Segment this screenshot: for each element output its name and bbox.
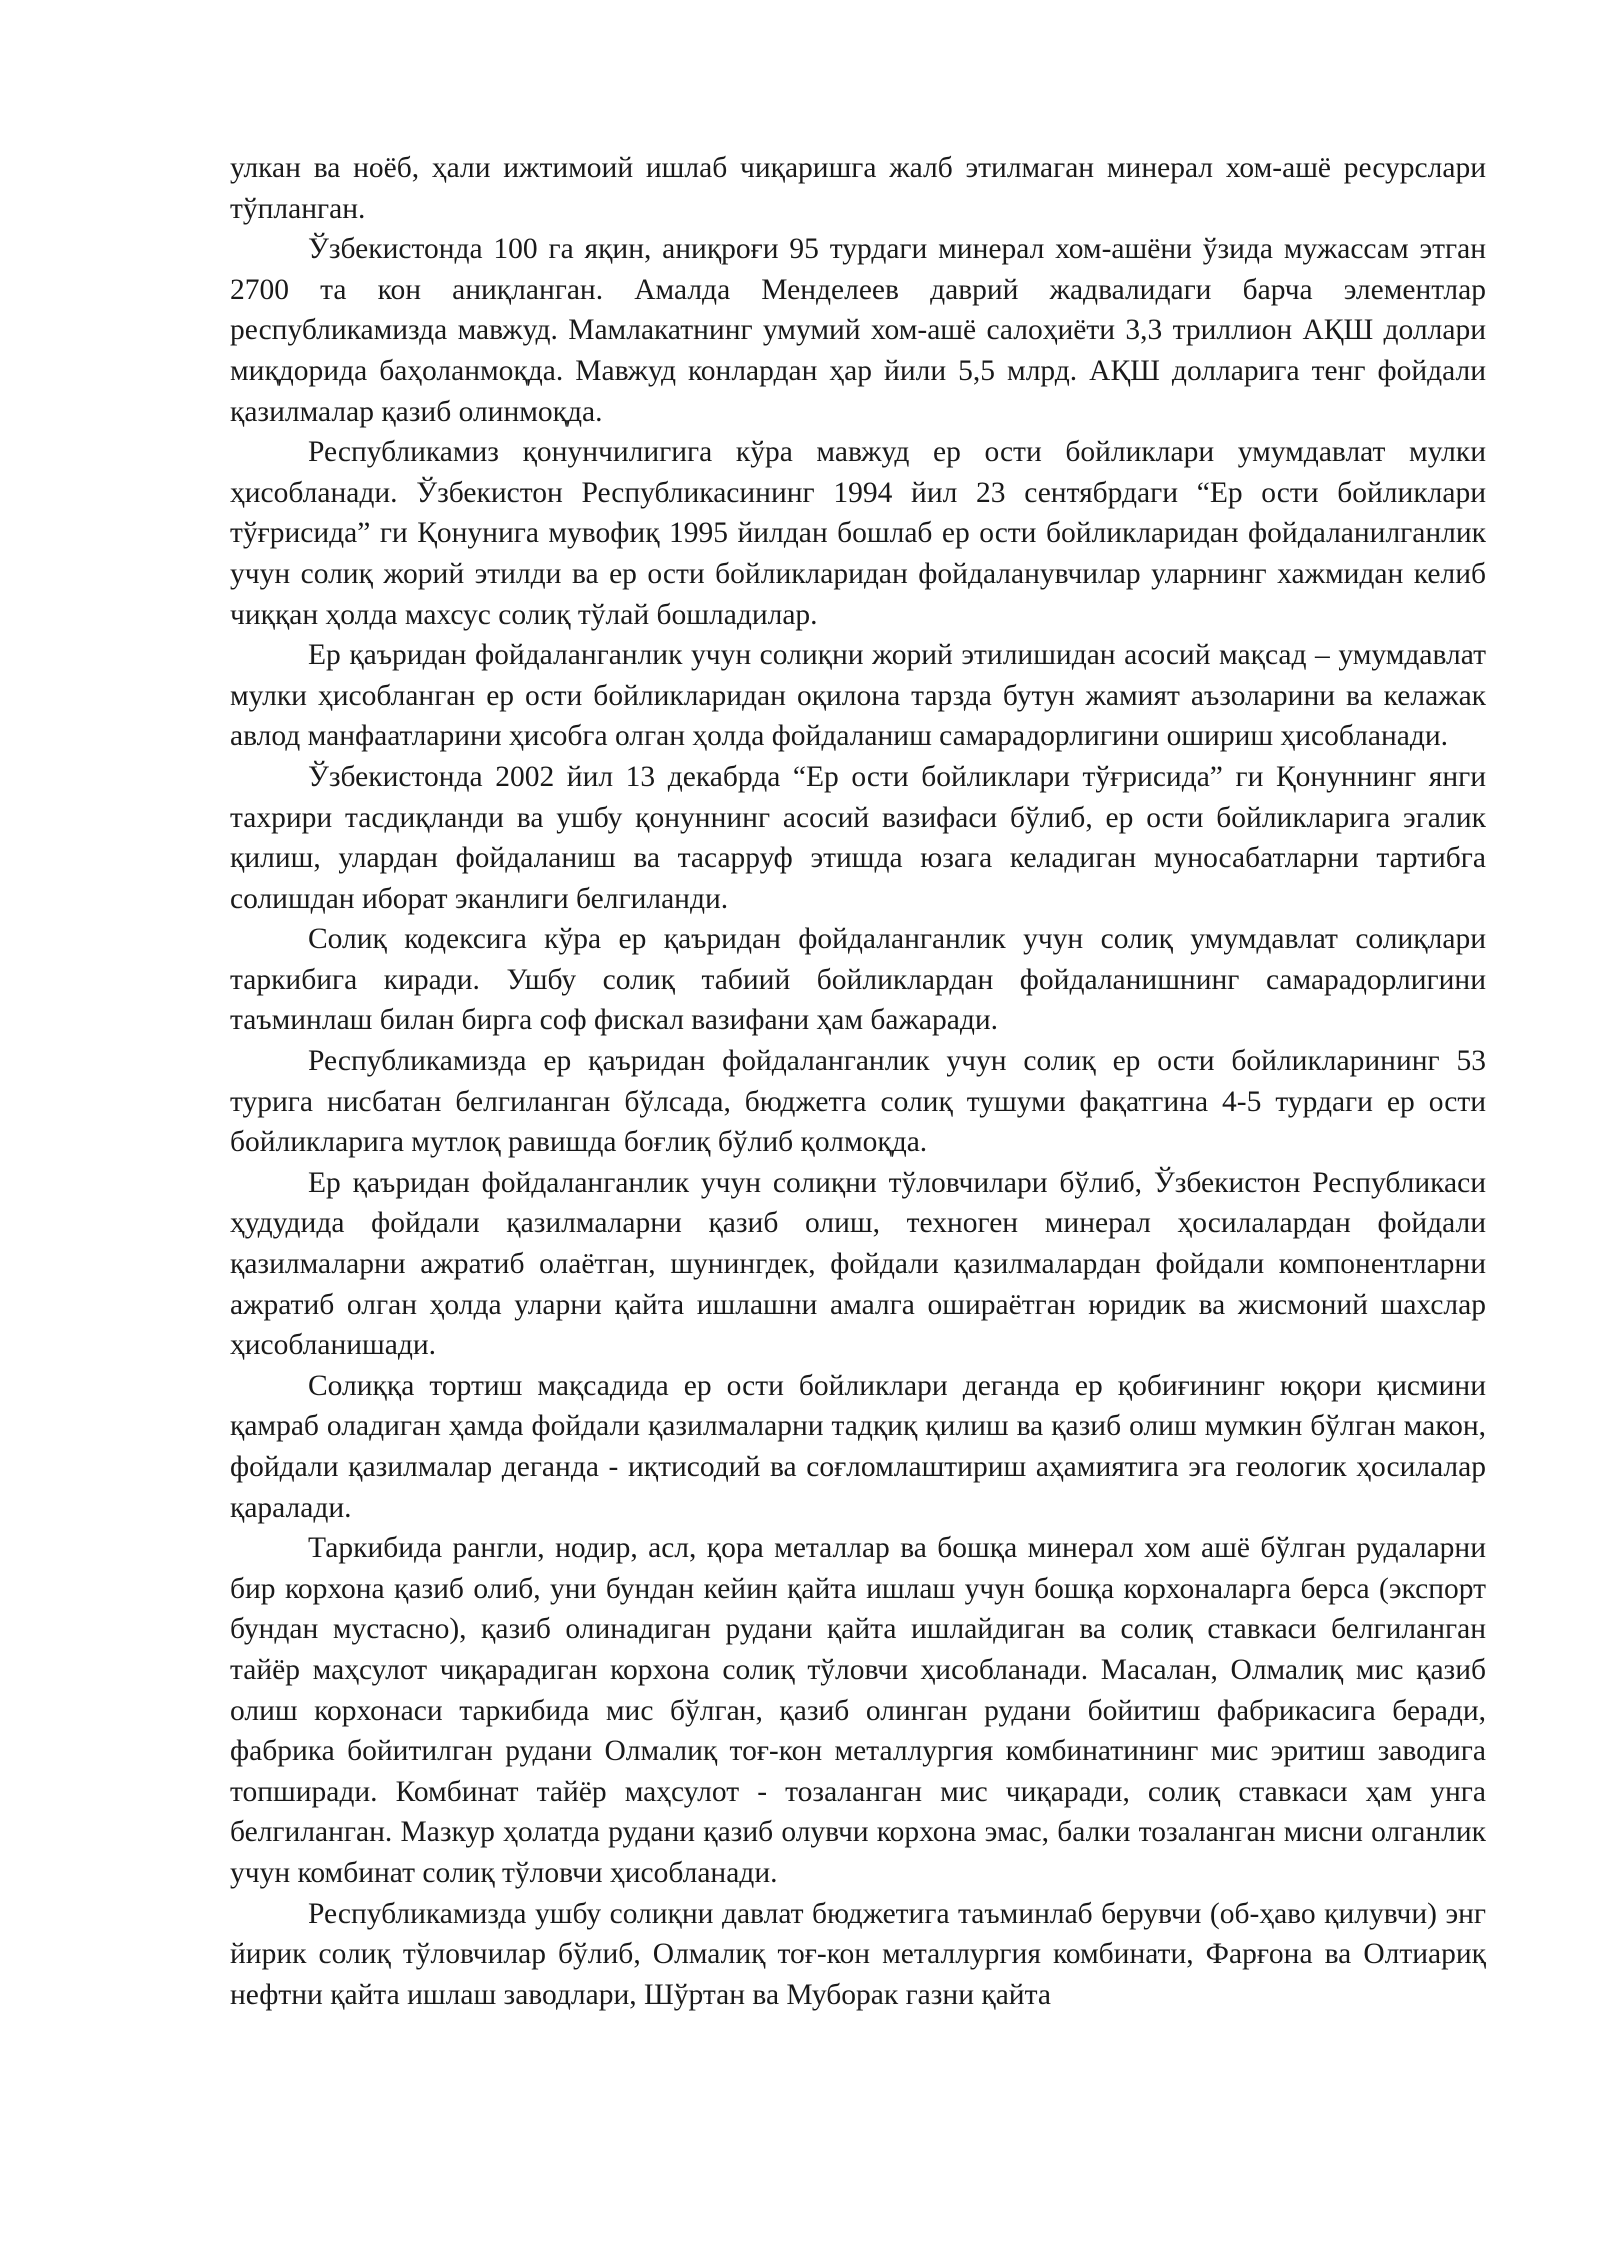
paragraph-state-property: Республикамиз қонунчилигига кўра мавжуд ер ости бойликлари умумдавлат мулки ҳисобланади. Ўзбекистон Республикасининг 1994 йил 23 сентябрдаги “Ер ости бойликлари тўғрисида” ги Қонунига мувофиқ 1995 йилдан бошлаб ер ости бойликларидан фойдаланилганлик учун солиқ жорий этилди ва ер ости бойликларидан фойдаланувчилар уларнинг хажмидан келиб чиққан ҳолда махсус солиқ тўлай бошладилар. bbox=[230, 436, 1486, 631]
paragraph-largest-taxpayers: Республикамизда ушбу солиқни давлат бюджетига таъминлаб берувчи (об-ҳаво қилувчи) энг йирик солиқ тўловчилар бўлиб, Олмалиқ тоғ-кон металлургия комбинати, Фарғона ва Олтиариқ нефтни қайта ишлаш заводлари, Шўртан ва Муборак газни қайта bbox=[230, 1897, 1486, 2011]
paragraph-new-law-edition: Ўзбекистонда 2002 йил 13 декабрда “Ер ости бойликлари тўғрисида” ги Қонуннинг янги тахрири тасдиқланди ва ушбу қонуннинг асосий вазифаси бўлиб, ер ости бойликларига эгалик қилиш, улардан фойдаланиш ва тасарруф этишда юзага келадиган муносабатларни тартибга солишдан иборат эканлиги белгиланди. bbox=[230, 760, 1486, 915]
paragraph-tax-code: Солиқ кодексига кўра ер қаъридан фойдаланганлик учун солиқ умумдавлат солиқлари таркибига киради. Ушбу солиқ табиий бойликлардан фойдаланишнинг самарадорлигини таъминлаш билан бирга соф фискал вазифани ҳам бажаради. bbox=[230, 923, 1486, 1037]
paragraph-taxpayers: Ер қаъридан фойдаланганлик учун солиқни тўловчилари бўлиб, Ўзбекистон Республикаси ҳудудида фойдали қазилмаларни қазиб олиш, техноген минерал ҳосилалардан фойдали қазилмаларни ажратиб олаётган, шунингдек, фойдали қазилмалардан фойдали компонентларни ажратиб олган ҳолда уларни қайта ишлашни амалга ошираётган юридик ва жисмоний шахслар ҳисобланишади. bbox=[230, 1166, 1486, 1362]
paragraph-definitions: Солиққа тортиш мақсадида ер ости бойликлари деганда ер қобиғининг юқори қисмини қамраб оладиган ҳамда фойдали қазилмаларни тадқиқ қилиш ва қазиб олиш мумкин бўлган макон, фойдали қазилмалар деганда - иқтисодий ва соғломлаштириш аҳамиятига эга геологик ҳосилалар қаралади. bbox=[230, 1369, 1486, 1524]
paragraph-tax-purpose: Ер қаъридан фойдаланганлик учун солиқни жорий этилишидан асосий мақсад – умумдавлат мулки ҳисобланган ер ости бойликларидан оқилона тарзда бутун жамият аъзоларини ва келажак авлод манфаатларини ҳисобга олган ҳолда фойдаланиш самарадорлигини ошириш ҳисобланади. bbox=[230, 639, 1486, 753]
paragraph-mineral-deposits: Ўзбекистонда 100 га яқин, аниқроғи 95 турдаги минерал хом-ашёни ўзида мужассам этган 2700 та кон аниқланган. Амалда Менделеев даврий жадвалидаги барча элементлар республикамизда мавжуд. Мамлакатнинг умумий хом-ашё салоҳиёти 3,3 триллион АҚШ доллари миқдорида баҳоланмоқда. Мавжуд конлардан ҳар йили 5,5 млрд. АҚШ долларига тенг фойдали қазилмалар қазиб олинмоқда. bbox=[230, 233, 1486, 428]
paragraph-ore-processing-example: Таркибида рангли, нодир, асл, қора металлар ва бошқа минерал хом ашё бўлган рудаларни бир корхона қазиб олиб, уни бундан кейин қайта ишлаш учун бошқа корхоналарга берса (экспорт бундан мустасно), қазиб олинадиган рудани қайта ишлайдиган ва солиқ ставкаси белгиланган тайёр маҳсулот чиқарадиган корхона солиқ тўловчи ҳисобланади. Масалан, Олмалиқ мис қазиб олиш корхонаси таркибида мис бўлган, қазиб олинган рудани бойитиш фабрикасига беради, фабрика бойитилган рудани Олмалиқ тоғ-кон металлургия комбинатининг мис эритиш заводига топширади. Комбинат тайёр маҳсулот - тозаланган мис чиқаради, солиқ ставкаси ҳам унга белгиланган. Мазкур ҳолатда рудани қазиб олувчи корхона эмас, балки тозаланган мисни олганлик учун комбинат солиқ тўловчи ҳисобланади. bbox=[230, 1532, 1486, 1889]
paragraph-tax-types: Республикамизда ер қаъридан фойдаланганлик учун солиқ ер ости бойликларининг 53 турига нисбатан белгиланган бўлсада, бюджетга солиқ тушуми фақатгина 4-5 турдаги ер ости бойликларига мутлоқ равишда боғлиқ бўлиб қолмоқда. bbox=[230, 1045, 1486, 1159]
document-page bbox=[230, 148, 1486, 2015]
paragraph-continuation: улкан ва ноёб, ҳали ижтимоий ишлаб чиқаришга жалб этилмаган минерал хом-ашё ресурслари тўпланган. bbox=[230, 152, 1486, 225]
